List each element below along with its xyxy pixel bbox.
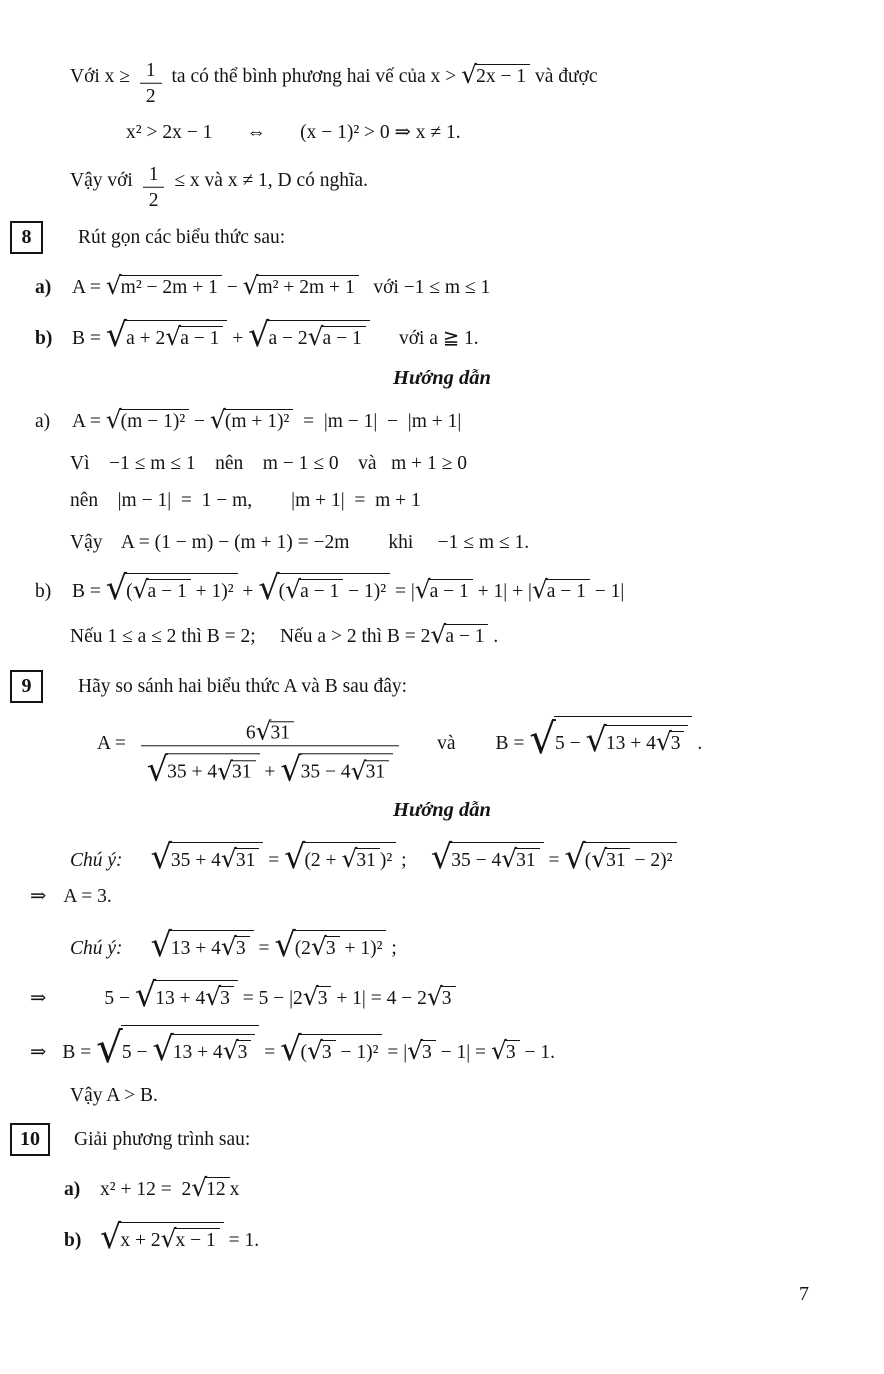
math-text: A =: [97, 733, 131, 754]
problem-10-item-a: [64, 1175, 239, 1201]
text: và được: [530, 66, 598, 87]
radicand: (m − 1)²: [120, 409, 190, 433]
fraction-denominator: 2: [140, 83, 162, 107]
sqrt-sign: √: [152, 1029, 174, 1069]
sqrt-sign: √: [280, 1029, 302, 1069]
sqrt: [280, 749, 393, 789]
radicand: [267, 320, 369, 350]
condition-text: với −1 ≤ m ≤ 1: [358, 277, 491, 298]
sqrt: [285, 577, 343, 603]
radicand: a − 1: [429, 579, 473, 603]
item-label: b): [35, 328, 53, 349]
sqrt: [591, 846, 629, 872]
math-text: +: [227, 328, 249, 349]
math-text: B =: [72, 328, 106, 349]
sqrt-sign: √: [165, 322, 182, 352]
sqrt-sign: √: [274, 925, 296, 965]
sqrt: [311, 934, 340, 960]
radicand: 3: [441, 986, 456, 1010]
radicand: a − 1: [322, 326, 366, 350]
radicand: [294, 930, 387, 960]
fraction-numerator: 1: [145, 59, 156, 81]
sqrt: [100, 1217, 224, 1257]
guide-2-note-1: [70, 837, 677, 877]
problem-8-number-badge: 8: [10, 221, 43, 254]
sqrt: [461, 62, 530, 88]
sqrt: [532, 577, 590, 603]
radicand: [450, 842, 543, 872]
text: nên |m − 1| = 1 − m, |m + 1| = m + 1: [70, 490, 421, 511]
sqrt-sign: √: [585, 720, 607, 760]
sqrt: [656, 729, 685, 755]
radicand: a − 1: [179, 326, 223, 350]
math-text: 35 − 4: [451, 850, 502, 871]
sqrt-sign: √: [100, 1217, 122, 1257]
math-text: (2: [294, 938, 311, 959]
sqrt: [96, 1022, 259, 1072]
sqrt: [105, 315, 228, 355]
fraction-numerator: [240, 718, 300, 745]
item-label: b): [35, 581, 52, 602]
sqrt-sign: √: [531, 575, 548, 605]
math-text: + 1)²: [190, 581, 234, 602]
sqrt: [307, 1038, 336, 1064]
math-text: =: [259, 1042, 281, 1063]
math-text: +: [259, 761, 281, 783]
sqrt: [243, 273, 359, 299]
sqrt-sign: √: [220, 932, 237, 962]
sqrt-sign: √: [255, 716, 272, 746]
math-text: +: [237, 581, 259, 602]
implies-arrow: ⇒: [30, 1042, 47, 1063]
sqrt-sign: √: [307, 322, 324, 352]
problem-10-header: [10, 1123, 250, 1156]
radicand: 2x − 1: [475, 64, 530, 88]
math-text: 13 + 4: [170, 938, 221, 959]
item-label: a): [64, 1179, 81, 1200]
radicand: [166, 754, 259, 783]
sqrt: [430, 622, 488, 648]
sqrt-sign: √: [105, 405, 122, 435]
sqrt: [150, 837, 264, 877]
radicand: 31: [515, 848, 540, 872]
guide-1-line-a: [35, 407, 461, 433]
radicand: 12: [205, 1177, 230, 1201]
sqrt: [280, 1029, 382, 1069]
sqrt: [350, 755, 389, 785]
sqrt-sign: √: [564, 837, 586, 877]
sqrt-sign: √: [248, 315, 270, 355]
radicand: [172, 1034, 256, 1064]
radicand: [605, 725, 689, 755]
math-text: − 1.: [519, 1042, 555, 1063]
radicand: [121, 1025, 260, 1069]
text: Nếu 1 ≤ a ≤ 2 thì B = 2; Nếu a > 2 thì B = 2: [70, 626, 431, 647]
math-text: − 1|: [589, 581, 625, 602]
sqrt: [221, 846, 259, 872]
math-text: B =: [495, 733, 530, 754]
math-text: 35 + 4: [170, 850, 221, 871]
sqrt-sign: √: [414, 575, 431, 605]
sqrt: [105, 568, 238, 608]
sqrt-sign: √: [150, 925, 172, 965]
radicand: [170, 842, 263, 872]
problem-8-item-b: [35, 315, 479, 355]
item-label: a): [35, 277, 52, 298]
sqrt-sign: √: [426, 982, 443, 1012]
sqrt-sign: √: [302, 982, 319, 1012]
sqrt-sign: √: [350, 755, 367, 785]
radicand: 3: [317, 986, 332, 1010]
sqrt: [217, 755, 255, 785]
radicand: 31: [231, 761, 256, 783]
radicand: m² − 2m + 1: [120, 275, 222, 299]
radicand: 31: [605, 848, 630, 872]
text: Với x ≥: [70, 66, 135, 87]
radicand: 3: [235, 936, 250, 960]
fraction-one-half: [140, 61, 162, 108]
math-text: = |: [382, 1042, 408, 1063]
radicand: m² + 2m + 1: [257, 275, 359, 299]
radicand: (m + 1)²: [224, 409, 294, 433]
intro-line-3: [70, 163, 368, 218]
sqrt: [165, 324, 223, 350]
sqrt-sign: √: [430, 620, 447, 650]
implies-arrow: ⇒: [30, 988, 47, 1009]
sqrt: [303, 984, 332, 1010]
math-text: (2 +: [304, 850, 342, 871]
sqrt: [133, 577, 191, 603]
fraction-denominator: 2: [143, 187, 165, 211]
sqrt-sign: √: [591, 844, 608, 874]
sqrt-sign: √: [105, 315, 128, 355]
math-text: − 1| =: [435, 1042, 491, 1063]
text: .: [488, 626, 499, 647]
math-text: − 1)²: [335, 1042, 379, 1063]
sqrt-sign: √: [284, 837, 306, 877]
math-text: −: [189, 411, 210, 432]
sqrt-sign: √: [407, 1036, 424, 1066]
text: Vì −1 ≤ m ≤ 1 nên m − 1 ≤ 0 và m + 1 ≥ 0: [70, 453, 467, 474]
intro-line-1: [70, 59, 598, 114]
guide-1-line-nen: [70, 490, 421, 512]
sqrt: [427, 984, 456, 1010]
radicand: 3: [421, 1040, 436, 1064]
math-text: (: [584, 850, 592, 871]
item-label: a): [35, 411, 51, 432]
radicand: 3: [321, 1040, 336, 1064]
sqrt-sign: √: [134, 975, 157, 1015]
math-text: A =: [72, 411, 106, 432]
guide-2-step-1: [30, 975, 456, 1015]
math-text: ;: [386, 938, 397, 959]
text: Vậy với: [70, 170, 138, 191]
note-label: Chú ý:: [70, 938, 123, 959]
problem-9-number-badge: 9: [10, 670, 43, 703]
math-text: = |: [390, 581, 415, 602]
fraction-A: [141, 716, 399, 789]
sqrt: [134, 975, 238, 1015]
math-text: = |m − 1| − |m + 1|: [293, 411, 462, 432]
radicand: 3: [237, 1040, 252, 1064]
sqrt-sign: √: [285, 575, 302, 605]
sqrt-sign: √: [222, 1036, 239, 1066]
implies-arrow: ⇒: [30, 886, 47, 907]
math-text: + 1| = 4 − 2: [331, 988, 427, 1009]
radicand: a − 1: [147, 579, 191, 603]
radicand: 3: [670, 731, 685, 755]
page-number-text: 7: [799, 1283, 809, 1305]
math-text: 13 + 4: [605, 733, 656, 754]
problem-8-title: Rút gọn các biểu thức sau:: [78, 226, 286, 248]
radicand: [303, 842, 396, 872]
sqrt-sign: √: [205, 982, 222, 1012]
radicand: [299, 1034, 382, 1064]
fraction-denominator: [141, 746, 399, 789]
sqrt: [161, 1226, 220, 1252]
sqrt: [106, 407, 189, 433]
math-text: = 1.: [223, 1230, 260, 1251]
math-text: =: [543, 850, 565, 871]
math-text: 35 − 4: [300, 761, 351, 783]
sqrt-sign: √: [341, 844, 358, 874]
guide-2-result-a: [30, 884, 112, 908]
math-text: 5 −: [121, 1042, 153, 1063]
math-text: B =: [62, 1042, 97, 1063]
sqrt-sign: √: [150, 837, 172, 877]
page-number: [799, 1283, 809, 1306]
sqrt: [255, 716, 294, 746]
sqrt: [585, 720, 688, 760]
note-label: Chú ý:: [70, 850, 123, 871]
radicand: x − 1: [175, 1228, 220, 1252]
sqrt-sign: √: [501, 844, 518, 874]
condition-text: với a ≧ 1.: [369, 328, 479, 349]
guide-1-line-b: [35, 568, 625, 608]
sqrt-sign: √: [105, 271, 122, 301]
sqrt-sign: √: [242, 271, 259, 301]
math-text: B =: [72, 581, 106, 602]
sqrt-sign: √: [280, 749, 302, 789]
sqrt: [430, 837, 544, 877]
problem-10-item-b: [64, 1217, 260, 1257]
text: ta có thể bình phương hai vế của x >: [166, 66, 462, 87]
sqrt: [564, 837, 676, 877]
sqrt: [106, 273, 222, 299]
math-text: )²: [379, 850, 393, 871]
math-text: = 5 − |2: [237, 988, 303, 1009]
sqrt-sign: √: [191, 1173, 208, 1203]
sqrt: [221, 934, 250, 960]
math-text: 35 + 4: [167, 761, 218, 783]
sqrt: [284, 837, 396, 877]
math-text: x² + 12 = 2: [100, 1179, 192, 1200]
radicand: 3: [505, 1040, 520, 1064]
item-label: b): [64, 1230, 82, 1251]
math-text: =: [253, 938, 275, 959]
guide-1-line-neu: [70, 622, 498, 648]
guide-title: Hướng dẫn: [393, 367, 491, 389]
sqrt-sign: √: [258, 568, 280, 608]
guide-heading-2: [0, 799, 884, 822]
radicand: 31: [365, 761, 390, 783]
sqrt-sign: √: [209, 405, 226, 435]
sqrt-sign: √: [461, 60, 478, 90]
radicand: 3: [325, 936, 340, 960]
math-text: a − 2: [268, 328, 308, 349]
math-text: + 1| + |: [472, 581, 532, 602]
sqrt: [248, 315, 370, 355]
sqrt-sign: √: [306, 1036, 323, 1066]
guide-2-note-2: [70, 925, 397, 965]
sqrt-sign: √: [430, 837, 453, 877]
guide-1-line-vay: [70, 532, 529, 554]
guide-1-line-vi: [70, 453, 467, 475]
radicand: [278, 573, 390, 603]
text: Vậy A > B.: [70, 1085, 158, 1106]
sqrt: [223, 1038, 252, 1064]
fraction-numerator: 1: [148, 163, 159, 185]
radicand: 3: [219, 986, 234, 1010]
math-text: x + 2: [120, 1230, 161, 1251]
sqrt: [341, 846, 379, 872]
guide-2-conclusion: [70, 1085, 158, 1107]
math-text: 13 + 4: [155, 988, 206, 1009]
guide-title: Hướng dẫn: [393, 799, 491, 821]
math-text: 5 −: [104, 988, 135, 1009]
math-text: 13 + 4: [172, 1042, 223, 1063]
text: và: [437, 733, 456, 754]
sqrt: [258, 568, 390, 608]
fraction-one-half: [143, 165, 165, 212]
math-text: − 2)²: [629, 850, 673, 871]
radicand: 31: [235, 848, 260, 872]
sqrt: [146, 749, 260, 789]
radicand: a − 1: [444, 624, 488, 648]
problem-9-formula: [97, 714, 702, 794]
radicand: [125, 320, 227, 350]
sqrt: [491, 1038, 520, 1064]
radicand: [300, 754, 393, 783]
radicand: a − 1: [299, 579, 343, 603]
sqrt: [210, 407, 293, 433]
math-text: 6: [245, 722, 256, 744]
math-text: a + 2: [126, 328, 166, 349]
radicand: [125, 573, 237, 603]
math-text: A =: [72, 277, 106, 298]
guide-2-step-2: [30, 1022, 555, 1072]
radicand: [119, 1222, 223, 1252]
sqrt: [205, 984, 234, 1010]
math-text: 5 −: [554, 733, 586, 754]
sqrt-sign: √: [96, 1022, 123, 1072]
sqrt-sign: √: [490, 1036, 507, 1066]
math-text: A = 3.: [63, 886, 112, 907]
problem-8-item-a: [35, 273, 490, 299]
problem-8-header: [10, 221, 285, 254]
sqrt: [152, 1029, 255, 1069]
sqrt: [501, 846, 539, 872]
sqrt-sign: √: [160, 1224, 177, 1254]
radicand: [170, 930, 254, 960]
sqrt-sign: √: [132, 575, 149, 605]
radicand: 31: [270, 721, 295, 743]
sqrt-sign: √: [220, 844, 237, 874]
math-text: x: [229, 1179, 240, 1200]
sqrt-sign: √: [217, 755, 234, 785]
guide-heading-1: [0, 367, 884, 390]
sqrt: [150, 925, 254, 965]
sqrt: [274, 925, 386, 965]
math-text: (: [300, 1042, 307, 1063]
math-text: =: [263, 850, 285, 871]
radicand: [154, 980, 238, 1010]
sqrt-sign: √: [529, 713, 556, 763]
text: ≤ x và x ≠ 1, D có nghĩa.: [169, 170, 368, 191]
math-text: − 1)²: [343, 581, 387, 602]
text: Vậy A = (1 − m) − (m + 1) = −2m khi −1 ≤ m ≤ 1.: [70, 532, 530, 553]
sqrt: [308, 324, 366, 350]
radicand: [584, 842, 677, 872]
problem-10-title: Giải phương trình sau:: [74, 1128, 251, 1150]
math-text: −: [221, 277, 243, 298]
math-text: ;: [396, 850, 431, 871]
sqrt: [191, 1175, 229, 1201]
sqrt-sign: √: [146, 749, 169, 789]
radicand: a − 1: [546, 579, 590, 603]
sqrt: [529, 713, 692, 763]
sqrt: [415, 577, 473, 603]
problem-10-number-badge: 10: [10, 1123, 50, 1156]
equation-text: x² > 2x − 1 ⇔ (x − 1)² > 0 ⇒ x ≠ 1.: [126, 122, 461, 143]
intro-line-2: [126, 120, 461, 144]
radicand: [554, 716, 693, 760]
math-text: .: [692, 733, 703, 754]
radicand: 31: [355, 848, 380, 872]
problem-9-header: [10, 670, 407, 703]
math-text: (: [278, 581, 286, 602]
math-text: + 1)²: [339, 938, 383, 959]
sqrt-sign: √: [105, 568, 128, 608]
problem-9-title: Hãy so sánh hai biểu thức A và B sau đây:: [78, 675, 408, 697]
sqrt: [407, 1038, 436, 1064]
sqrt-sign: √: [655, 727, 672, 757]
sqrt-sign: √: [310, 932, 327, 962]
math-text: (: [126, 581, 133, 602]
